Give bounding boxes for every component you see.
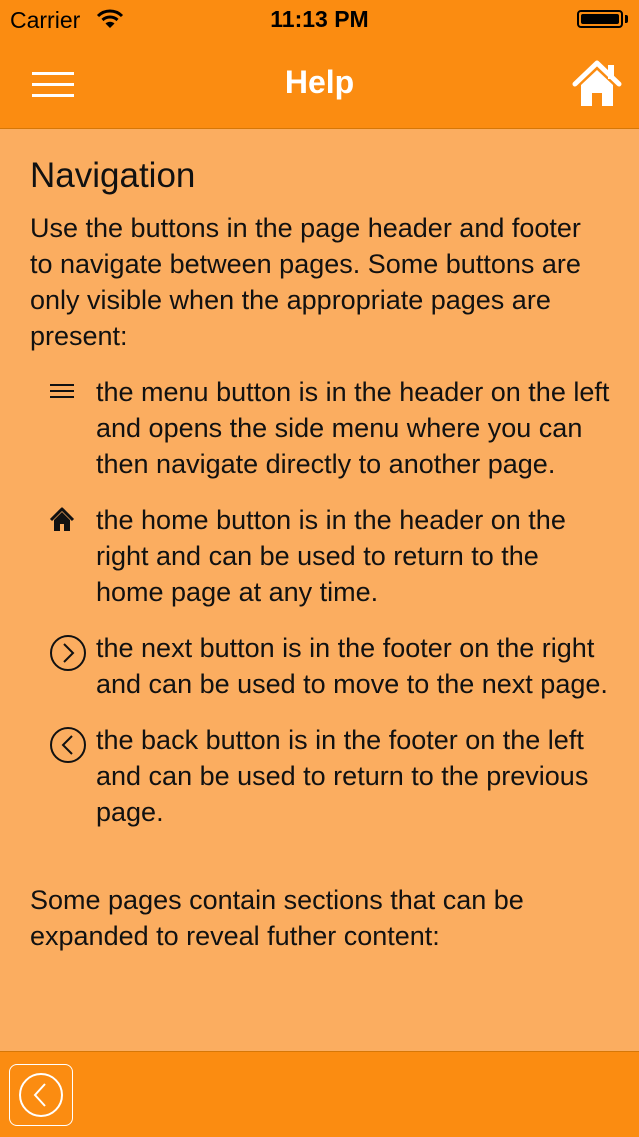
help-item-home <box>30 502 610 610</box>
page-title: Help <box>284 64 355 100</box>
help-item-next <box>30 630 610 702</box>
help-item-text: the next button is in the footer on the right and can be used to move to the next page. <box>96 633 608 699</box>
home-button[interactable] <box>570 58 624 110</box>
help-item-menu <box>30 374 610 482</box>
outro-text: Some pages contain sections that can be expanded to reveal futher content: <box>30 885 524 951</box>
home-icon <box>48 506 76 534</box>
top-bar <box>0 0 639 129</box>
status-time: 11:13 PM <box>270 6 369 32</box>
back-button[interactable] <box>9 1064 73 1126</box>
home-icon <box>575 63 619 106</box>
battery-nub <box>625 15 628 23</box>
menu-icon <box>48 378 76 406</box>
help-item-text: the home button is in the header on the right and can be used to return to the home page at any time. <box>96 505 566 607</box>
carrier-label: Carrier <box>10 7 81 33</box>
help-item-text: the menu button is in the header on the left and opens the side menu where you can then navigate directly to another page. <box>96 377 610 479</box>
battery-icon <box>577 10 623 28</box>
footer-bar <box>0 1051 639 1137</box>
back-icon <box>16 1071 66 1119</box>
help-item-text: the back button is in the footer on the left and can be used to return to the previous page. <box>96 725 589 827</box>
help-content <box>30 150 610 981</box>
intro-text: Use the buttons in the page header and footer to navigate between pages. Some buttons are only visible when the appropriate pages are present: <box>30 213 581 351</box>
help-item-back <box>30 722 610 830</box>
back-icon <box>49 726 87 764</box>
status-bar <box>0 0 639 40</box>
section-heading: Navigation <box>30 156 196 195</box>
next-icon <box>49 634 87 672</box>
